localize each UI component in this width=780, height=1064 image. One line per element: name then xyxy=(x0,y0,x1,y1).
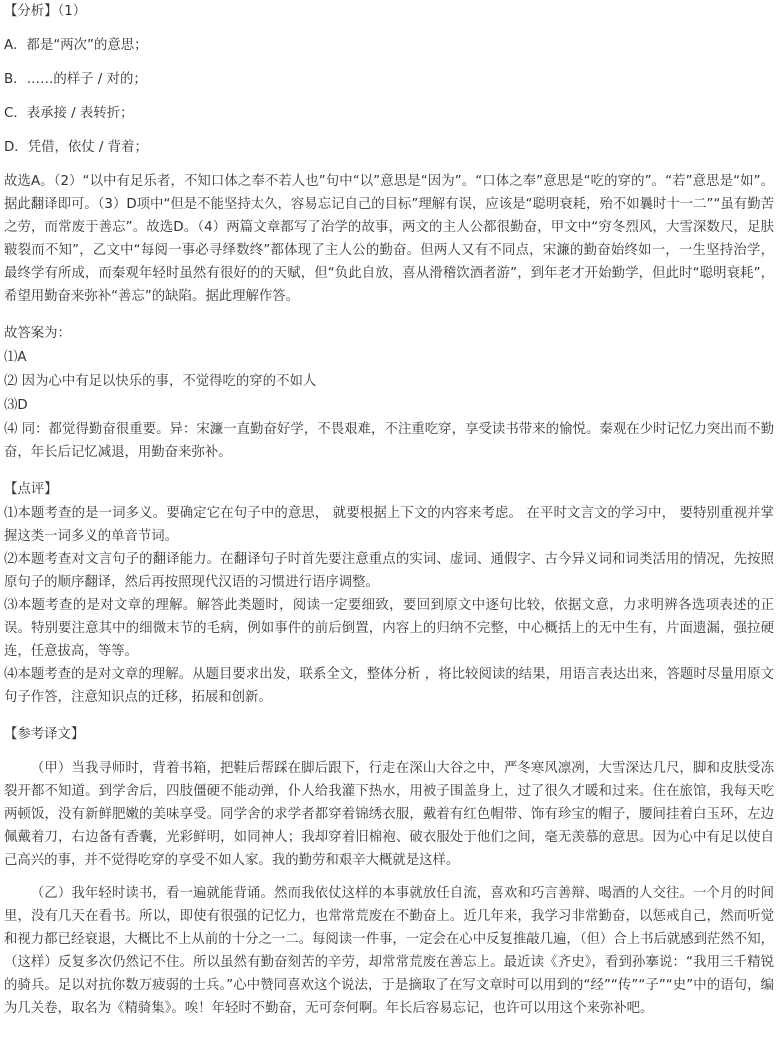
comment-item-1: ⑴本题考查的是一词多义。要确定它在句子中的意思， 就要根据上下文的内容来考虑。 在平时文言文的学习中， 要特别重视并掌握这类一词多义的单音节词。 xyxy=(4,506,774,544)
analysis-option-b: B．……的样子 / 对的； xyxy=(4,72,147,87)
comment-item-2: ⑵本题考查对文言句子的翻译能力。在翻译句子时首先要注意重点的实词、虚词、通假字、古今异义词和词类活用的情况，先按照原句子的顺序翻译，然后再按照现代汉语的习惯进行语序调整。 xyxy=(4,552,774,590)
analysis-body: 故选A。（2）“以中有足乐者，不知口体之奉不若人也”句中“以”意思是“因为”。“口体之奉”意思是“吃的穿的”。“若”意思是“如”。据此翻译即可。（3）D项中“但是不能坚持太久，容易忘记自己的目标”理解有误，应该是“聪明衰耗，殆不如曩时十一二”“虽有勤苦之劳，而常废于善忘”。故选D。（4）两篇文章都写了治学的故事，两文的主人公都很勤奋，甲文中“穷冬烈风，大雪深数尺，足肤皲裂而不知”，乙文中“每阅一事必寻绎数终”都体现了主人公的勤奋。但两人又有不同点，宋濂的勤奋始终如一，一生坚持治学，最终学有所成，而秦观年轻时虽然有很好的的天赋，但“负此自放，喜从滑稽饮酒者游”，到年老才开始勤学，但此时“聪明衰耗”，希望用勤奋来弥补“善忘”的缺陷。据此理解作答。 xyxy=(4,174,774,304)
answer-item-2: ⑵ 因为心中有足以快乐的事，不觉得吃的穿的不如人 xyxy=(4,374,317,389)
analysis-option-a: A．都是“两次”的意思； xyxy=(4,38,148,53)
analysis-option-d: D．凭借，依仗 / 背着； xyxy=(4,140,148,155)
analysis-option-c: C．表承接 / 表转折； xyxy=(4,106,134,121)
answer-item-1: ⑴A xyxy=(4,350,27,365)
answer-item-4: ⑷ 同：都觉得勤奋很重要。异：宋濂一直勤奋好学，不畏艰难，不注重吃穿，享受读书带来的愉悦。秦观在少时记忆力突出而不勤奋，年长后记忆减退，用勤奋来弥补。 xyxy=(4,422,774,460)
translation-heading: 【参考译文】 xyxy=(4,727,85,742)
translation-paragraph-a: （甲）当我寻师时，背着书箱，把鞋后帮踩在脚后跟下，行走在深山大谷之中，严冬寒风凛冽，大雪深达几尺，脚和皮肤受冻裂开都不知道。到学舍后，四肢僵硬不能动弹，仆人给我灌下热水，用被子围盖身上，过了很久才暖和过来。住在旅馆，我每天吃两顿饭，没有新鲜肥嫩的美味享受。同学舍的求学者都穿着锦绣衣服，戴着有红色帽带、饰有珍宝的帽子，腰间挂着白玉环，左边佩戴着刀，右边备有香囊，光彩鲜明，如同神人；我却穿着旧棉袍、破衣服处于他们之间，毫无羡慕的意思。因为心中有足以使自己高兴的事，并不觉得吃穿的享受不如人家。我的勤劳和艰辛大概就是这样。 xyxy=(4,761,774,868)
answer-item-3: ⑶D xyxy=(4,398,28,413)
comment-item-4: ⑷本题考查的是对文章的理解。从题目要求出发，联系全文，整体分析 ，将比较阅读的结果，用语言表达出来，答题时尽量用原文句子作答，注意知识点的迁移，拓展和创新。 xyxy=(4,667,774,705)
analysis-heading: 【分析】（1） xyxy=(4,4,87,19)
comment-heading: 【点评】 xyxy=(4,482,58,497)
answer-heading: 故答案为： xyxy=(4,326,71,341)
comment-item-3: ⑶本题考查的是对文章的理解。解答此类题时，阅读一定要细致，要回到原文中逐句比较，依据文意，力求明辨各选项表述的正误。特别要注意其中的细微末节的毛病，例如事件的前后倒置，内容上的归纳不完整，中心概括上的无中生有，片面遗漏，强拉硬连，任意拔高，等等。 xyxy=(4,598,774,659)
translation-paragraph-b: （乙）我年轻时读书，看一遍就能背诵。然而我依仗这样的本事就放任自流，喜欢和巧言善辩、喝酒的人交往。一个月的时间里，没有几天在看书。所以，即使有很强的记忆力，也常常荒废在不勤奋上。近几年来，我学习非常勤奋，以惩戒自己，然而听觉和视力都已经衰退，大概比不上从前的十分之一二。每阅读一件事，一定会在心中反复推敲几遍，（但）合上书后就感到茫然不知，（这样）反复多次仍然记不住。所以虽然有勤奋刻苦的辛劳，却常常荒废在善忘上。最近读《齐史》，看到孙搴说：“我用三千精锐的骑兵。足以对抗你数万疲弱的士兵。”心中赞同喜欢这个说法，于是摘取了在写文章时可以用到的“经”“传”“子”“史”中的语句，编为几关卷，取名为《精骑集》。唉！年轻时不勤奋，无可奈何啊。年长后容易忘记，也许可以用这个来弥补吧。 xyxy=(4,886,774,1016)
